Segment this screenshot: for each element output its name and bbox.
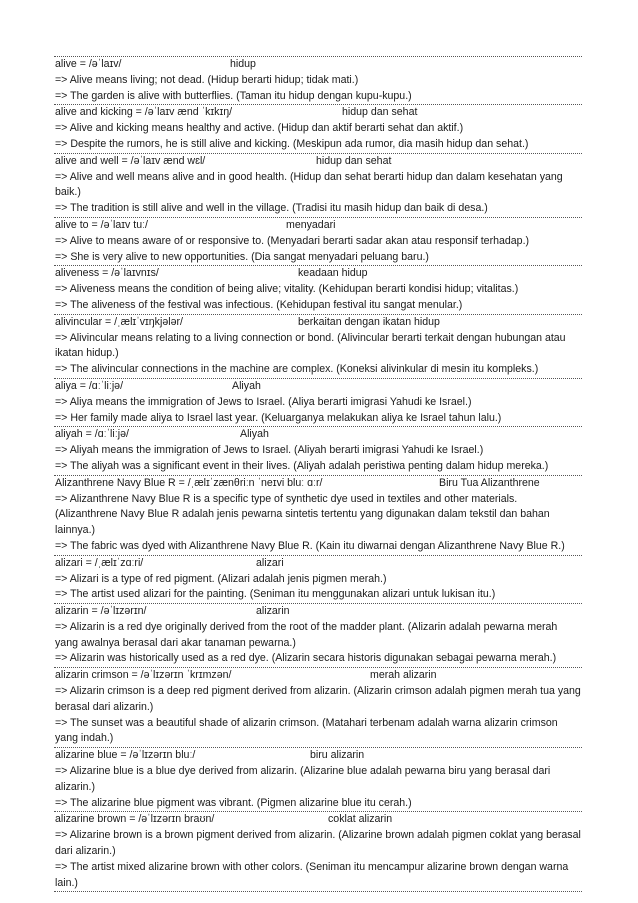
entry-definition: => Alive and well means alive and in good health. (Hidup dan sehat berarti hidup dan dalam kesehatan yang baik.) (55, 170, 563, 199)
entry-header (54, 427, 582, 443)
entry-alivincular (54, 314, 582, 378)
entry-example: => The aliyah was a significant event in their lives. (Aliyah adalah peristiwa penting dalam hidup mereka.) (55, 459, 549, 472)
entry-translation: hidup dan sehat (342, 106, 418, 119)
entry-alive-to (54, 217, 582, 265)
entry-translation: alizarin (256, 605, 290, 618)
entry-header (54, 105, 582, 121)
entry-term: alizarine brown = /əˈlɪzərɪn braʊn/ (55, 813, 215, 826)
entry-alive (54, 56, 582, 104)
entry-header (54, 218, 582, 234)
entry-term: aliyah = /ɑːˈliːjə/ (55, 428, 129, 441)
entry-example: => Alizarin was historically used as a red dye. (Alizarin secara historis digunakan sebagai pewarna merah.) (55, 652, 557, 665)
entry-definition: => Alizari is a type of red pigment. (Alizari adalah jenis pigmen merah.) (55, 572, 387, 585)
entry-example: => The tradition is still alive and well in the village. (Tradisi itu masih hidup dan baik di desa.) (55, 202, 488, 215)
entry-header (54, 668, 582, 684)
entry-alizanthrene-navy-blue-r (54, 475, 582, 555)
entry-header (54, 604, 582, 620)
entry-definition: => Aliya means the immigration of Jews to Israel. (Aliya berarti imigrasi Yahudi ke Israel.) (55, 395, 472, 408)
entry-header (54, 154, 582, 170)
entry-translation: menyadari (286, 218, 336, 231)
entry-definition: => Alivincular means relating to a living connection or bond. (Alivincular berarti terkait dengan hubungan atau ikatan hidup.) (55, 331, 566, 360)
entry-example: => The aliveness of the festival was infectious. (Kehidupan festival itu sangat menular.) (55, 298, 463, 311)
entry-header (54, 315, 582, 331)
entry-alizarin-crimson (54, 667, 582, 747)
entry-definition: => Alizarin crimson is a deep red pigment derived from alizarin. (Alizarin crimson adalah pigmen merah tua yang berasal dari alizarin.) (55, 685, 581, 713)
entry-translation: keadaan hidup (298, 267, 368, 280)
entry-translation: coklat alizarin (328, 813, 393, 826)
entry-header (54, 556, 582, 572)
entry-definition: => Aliveness means the condition of being alive; vitality. (Kehidupan berarti kondisi hidup; vitalitas.) (55, 283, 519, 296)
entry-alizarin (54, 603, 582, 667)
entry-translation: berkaitan dengan ikatan hidup (298, 315, 440, 328)
entry-example: => Despite the rumors, he is still alive and kicking. (Meskipun ada rumor, dia masih hidup dan sehat.) (55, 137, 529, 150)
entry-translation: hidup (230, 58, 256, 70)
entry-alizarine-blue (54, 747, 582, 811)
entry-example: => The sunset was a beautiful shade of alizarin crimson. (Matahari terbenam adalah warna alizarin crimson yang indah.) (55, 716, 558, 745)
entry-definition: => Alive to means aware of or responsive to. (Menyadari berarti sadar akan atau responsif terhadap.) (55, 234, 530, 247)
entry-translation: hidup dan sehat (316, 154, 392, 167)
entry-aliyah (54, 426, 582, 474)
entry-term: alive to = /əˈlaɪv tuː/ (55, 218, 148, 231)
entry-alizarine-brown (54, 811, 582, 892)
entry-header (54, 379, 582, 395)
entry-term: alivincular = /ˌælɪˈvɪŋkjələr/ (55, 315, 183, 328)
entry-translation: merah alizarin (370, 669, 437, 682)
entry-header (54, 476, 582, 492)
entry-header (54, 812, 582, 828)
entry-alive-and-well (54, 153, 582, 217)
entry-definition: => Alizarine brown is a brown pigment derived from alizarin. (Alizarine brown adalah pigmen coklat yang berasal dari alizarin.) (55, 829, 581, 858)
entry-example: => The alizarine blue pigment was vibrant. (Pigmen alizarine blue itu cerah.) (55, 796, 412, 809)
entry-translation: biru alizarin (310, 749, 365, 762)
entry-example: => Her family made aliya to Israel last year. (Keluarganya melakukan aliya ke Israel tahun lalu.) (55, 411, 502, 424)
entry-definition: => Alive means living; not dead. (Hidup berarti hidup; tidak mati.) (55, 73, 359, 86)
entry-term: alizarin = /əˈlɪzərɪn/ (55, 605, 147, 618)
entry-term: alive and well = /əˈlaɪv ænd wɛl/ (55, 154, 206, 167)
entry-definition: => Alive and kicking means healthy and active. (Hidup dan aktif berarti sehat dan aktif.) (55, 122, 464, 135)
entry-header (54, 748, 582, 764)
entry-translation: alizari (256, 556, 284, 569)
entry-term: aliya = /ɑːˈliːjə/ (55, 379, 124, 392)
entry-term: Alizanthrene Navy Blue R = /ˌælɪˈzænθriːn ˈneɪvi bluː ɑːr/ (55, 476, 323, 489)
entry-term: alizarine blue = /əˈlɪzərɪn bluː/ (55, 749, 196, 762)
entry-alive-and-kicking (54, 104, 582, 152)
entry-definition: => Alizarin is a red dye originally derived from the root of the madder plant. (Alizarin adalah pewarna merah yang awalnya berasal dari akar tanaman pewarna.) (55, 620, 558, 649)
entry-aliveness (54, 265, 582, 313)
entry-term: alizari = /ˌælɪˈzɑːri/ (55, 556, 144, 569)
entry-translation: Aliyah (232, 379, 261, 392)
entry-example: => The artist used alizari for the painting. (Seniman itu menggunakan alizari untuk lukisan itu.) (55, 588, 496, 601)
entry-alizari (54, 555, 582, 603)
entry-definition: => Alizarine blue is a blue dye derived from alizarin. (Alizarine blue adalah pewarna biru yang berasal dari alizarin.) (55, 765, 551, 793)
entry-definition: => Alizanthrene Navy Blue R is a specific type of synthetic dye used in textiles and other materials. (Alizanthrene Navy Blue R adalah jenis pewarna sintetis tertentu yang digunakan dalam tekstil dan bahan lainnya.) (55, 492, 550, 537)
entry-term: alive and kicking = /əˈlaɪv ænd ˈkɪkɪŋ/ (55, 106, 233, 119)
entry-term: aliveness = /əˈlaɪvnɪs/ (55, 267, 159, 280)
entry-example: => The fabric was dyed with Alizanthrene Navy Blue R. (Kain itu diwarnai dengan Alizanthrene Navy Blue R.) (55, 539, 565, 552)
entry-term: alive = /əˈlaɪv/ (55, 58, 122, 70)
entry-translation: Aliyah (240, 428, 269, 441)
entry-header (54, 57, 582, 73)
entry-example: => The artist mixed alizarine brown with other colors. (Seniman itu mencampur alizarine brown dengan warna lain.) (55, 860, 569, 889)
entry-term: alizarin crimson = /əˈlɪzərɪn ˈkrɪmzən/ (55, 669, 232, 682)
entry-translation: Biru Tua Alizanthrene (439, 476, 540, 489)
entry-example: => The garden is alive with butterflies. (Taman itu hidup dengan kupu-kupu.) (55, 89, 412, 102)
entry-aliya (54, 378, 582, 426)
entry-definition: => Aliyah means the immigration of Jews to Israel. (Aliyah berarti imigrasi Yahudi ke Israel.) (55, 444, 484, 457)
entry-example: => The alivincular connections in the machine are complex. (Koneksi alivinkular di mesin itu kompleks.) (55, 363, 539, 376)
dictionary-page (54, 56, 582, 892)
entry-header (54, 266, 582, 282)
entry-example: => She is very alive to new opportunities. (Dia sangat menyadari peluang baru.) (55, 250, 429, 263)
